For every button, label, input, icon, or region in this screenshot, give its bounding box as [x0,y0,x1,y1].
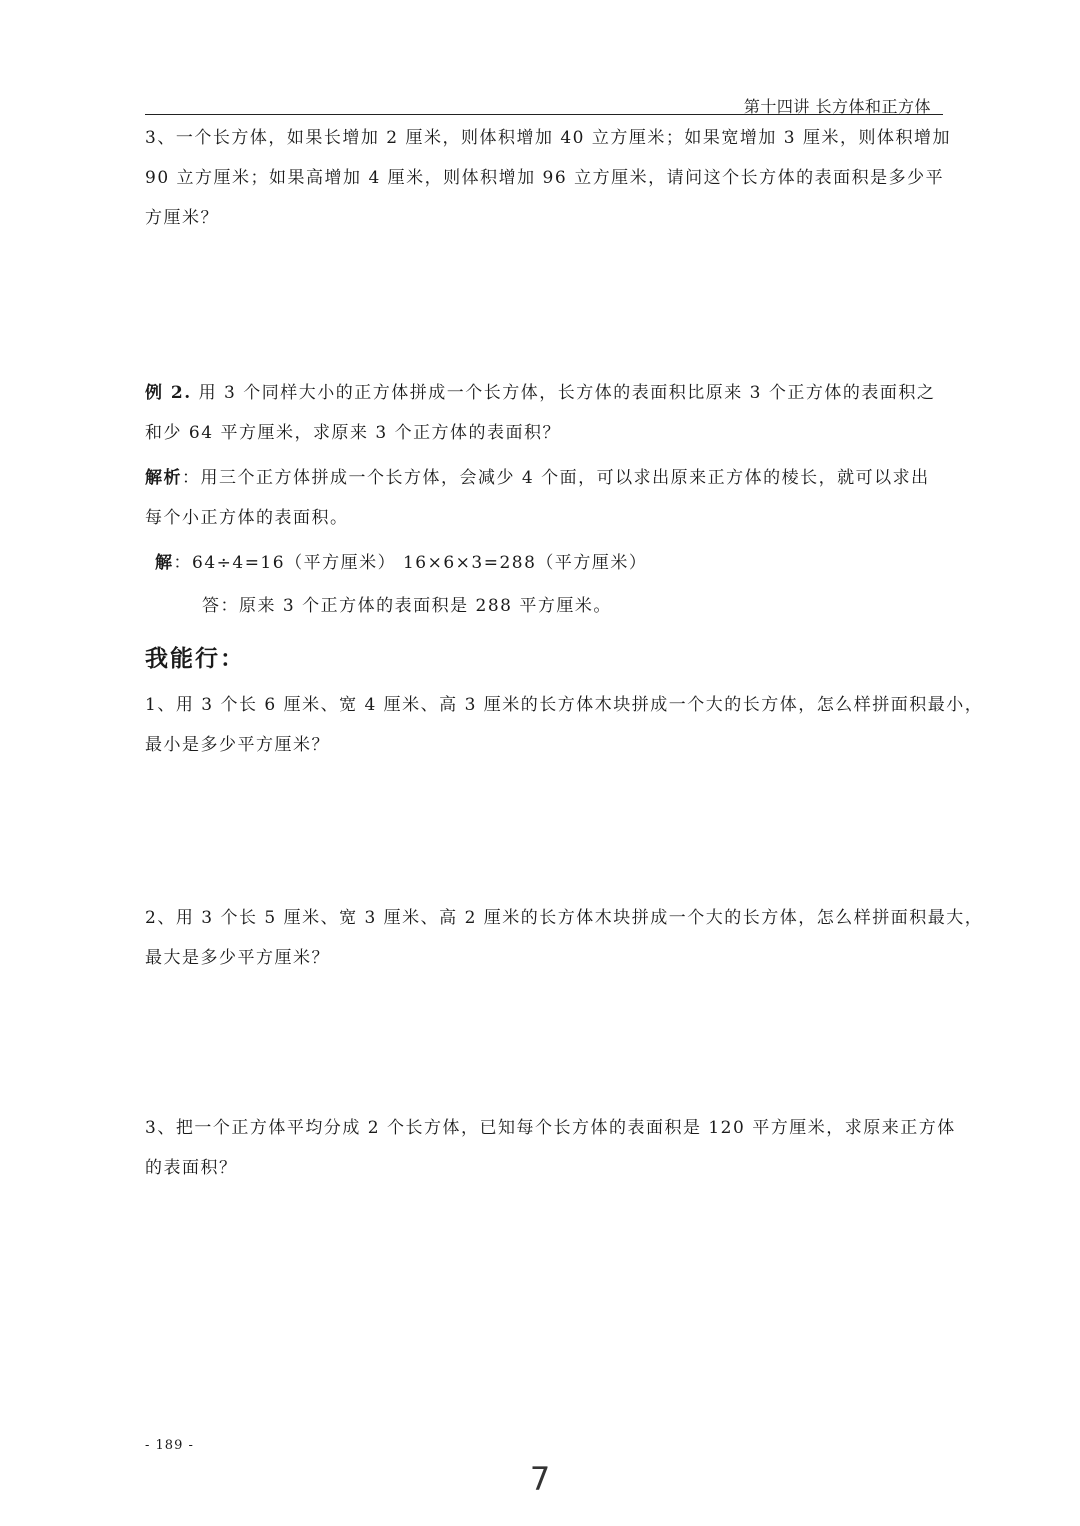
exercise-2 [145,898,984,978]
problem-3-line: 90 立方厘米；如果高增加 4 厘米，则体积增加 96 立方厘米，请问这个长方体的表面积是多少平 [145,168,945,188]
exercise-3-line: 3、把一个正方体平均分成 2 个长方体，已知每个长方体的表面积是 120 平方厘米，求原来正方体 [145,1118,956,1138]
exercise-1-line: 最小是多少平方厘米？ [145,735,330,755]
analysis [145,458,945,538]
exercise-2-line: 最大是多少平方厘米？ [145,948,330,968]
analysis-line: 每个小正方体的表面积。 [145,508,349,528]
answer-line: 答：原来 3 个正方体的表面积是 288 平方厘米。 [202,596,612,616]
sequence-number: 7 [529,1460,551,1498]
solution [155,543,955,583]
page-number: - 189 - [145,1438,194,1453]
solution-label: 解 [155,553,174,573]
example-2-line [145,373,945,413]
exercise-3-line: 的表面积？ [145,1158,238,1178]
problem-3-line: 方厘米？ [145,208,219,228]
exercise-1-line: 1、用 3 个长 6 厘米、宽 4 厘米、高 3 厘米的长方体木块拼成一个大的长方体，怎么样拼面积最小， [145,695,984,715]
analysis-label: 解析 [145,468,182,488]
exercise-3 [145,1108,956,1188]
header-title: 第十四讲 长方体和正方体 [743,97,931,116]
example-2 [145,373,945,453]
example-2-line: 和少 64 平方厘米，求原来 3 个正方体的表面积？ [145,423,562,443]
analysis-text: ：用三个正方体拼成一个长方体，会减少 4 个面，可以求出原来正方体的棱长，就可以求出 [182,468,930,488]
problem-3-line: 3、一个长方体，如果长增加 2 厘米，则体积增加 40 立方厘米；如果宽增加 3 厘米，则体积增加 [145,128,952,148]
solution-text: ：64÷4=16（平方厘米） 16×6×3=288（平方厘米） [173,553,648,573]
page-header [145,92,943,115]
example-2-text: 用 3 个同样大小的正方体拼成一个长方体，长方体的表面积比原来 3 个正方体的表面积之 [191,383,936,403]
analysis-line [145,458,945,498]
example-2-label: 例 2. [145,383,192,403]
problem-3 [145,118,952,238]
exercise-1 [145,685,984,765]
solution-line [155,543,955,583]
solution-answer [202,586,1002,626]
section-title: 我能行： [145,646,245,672]
exercise-2-line: 2、用 3 个长 5 厘米、宽 3 厘米、高 2 厘米的长方体木块拼成一个大的长方体，怎么样拼面积最大， [145,908,984,928]
